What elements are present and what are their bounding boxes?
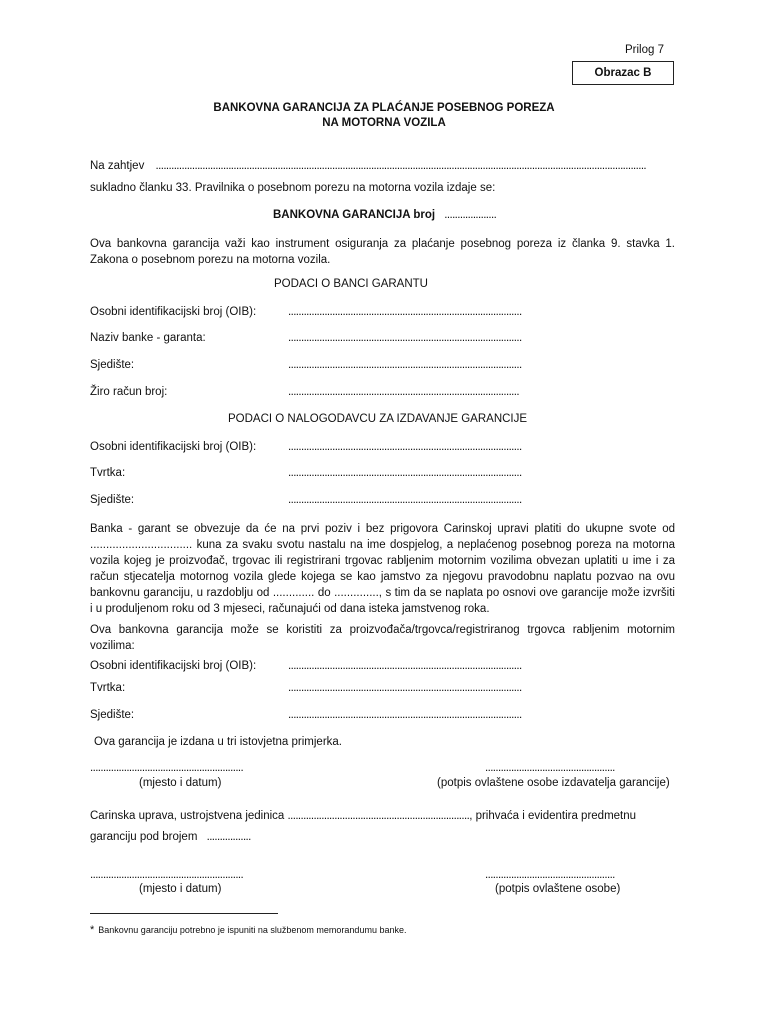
bank-section-heading: PODACI O BANCI GARANTU bbox=[274, 278, 428, 290]
sukladno-text: sukladno članku 33. Pravilnika o posebnom porezu na motorna vozila izdaje se: bbox=[90, 182, 496, 194]
bank-account-field: ......................................................................................... bbox=[288, 386, 519, 398]
document-title-line2: NA MOTORNA VOZILA bbox=[322, 117, 446, 129]
usage-oib-label: Osobni identifikacijski broj (OIB): bbox=[90, 660, 257, 672]
purpose-paragraph: Ova bankovna garancija važi kao instrument osiguranja za plaćanje posebnog poreza iz članka 9. stavka 1. Zakona o posebnom porezu na motorna vozila. bbox=[90, 238, 675, 266]
bank-oib-field: .......................................................................................... bbox=[288, 306, 522, 318]
signature2-signature-label: (potpis ovlaštene osobe) bbox=[495, 883, 621, 895]
usage-company-label: Tvrtka: bbox=[90, 682, 126, 694]
footnote-separator bbox=[90, 913, 278, 914]
bank-seat-field: .......................................................................................... bbox=[288, 359, 522, 371]
garancija-broj-label: BANKOVNA GARANCIJA broj bbox=[273, 209, 436, 221]
principal-section-heading: PODACI O NALOGODAVCU ZA IZDAVANJE GARANCIJE bbox=[228, 413, 528, 425]
usage-seat-label: Sjedište: bbox=[90, 709, 135, 721]
principal-oib-label: Osobni identifikacijski broj (OIB): bbox=[90, 441, 257, 453]
bank-name-label: Naziv banke - garanta: bbox=[90, 332, 206, 344]
customs-label-end: , prihvaća i evidentira predmetnu bbox=[469, 810, 637, 822]
footnote-text: Bankovnu garanciju potrebno je ispuniti na službenom memorandumu banke. bbox=[98, 925, 407, 935]
bank-oib-label: Osobni identifikacijski broj (OIB): bbox=[90, 306, 257, 318]
copies-text: Ova garancija je izdana u tri istovjetna primjerka. bbox=[94, 736, 343, 748]
customs-line bbox=[90, 810, 636, 822]
bank-name-field: .......................................................................................... bbox=[288, 332, 522, 344]
signature1-place-date-label: (mjesto i datum) bbox=[139, 777, 222, 789]
bank-seat-label: Sjedište: bbox=[90, 359, 135, 371]
customs-label: Carinska uprava, ustrojstvena jedinica bbox=[90, 810, 285, 822]
bank-account-label: Žiro račun broj: bbox=[90, 386, 168, 398]
garancija-broj-line bbox=[273, 209, 496, 221]
footnote bbox=[90, 924, 406, 936]
signature1-signature-label: (potpis ovlaštene osobe izdavatelja garancije) bbox=[437, 777, 670, 789]
customs-number-field: ................. bbox=[206, 831, 251, 843]
usage-seat-field: .......................................................................................... bbox=[288, 709, 522, 721]
obrazac-box bbox=[572, 61, 674, 85]
signature1-signature-field: .................................................. bbox=[485, 762, 615, 774]
usage-company-field: .......................................................................................... bbox=[288, 682, 522, 694]
na-zahtjev-label: Na zahtjev bbox=[90, 160, 145, 172]
principal-company-label: Tvrtka: bbox=[90, 467, 126, 479]
footnote-star: * bbox=[90, 924, 95, 936]
customs-number-line bbox=[90, 831, 251, 843]
document-title-line1: BANKOVNA GARANCIJA ZA PLAĆANJE POSEBNOG POREZA bbox=[213, 102, 555, 114]
usage-paragraph: Ova bankovna garancija može se koristiti za proizvođača/trgovca/registriranog trgovca rabljenim motornim vozilima: bbox=[90, 624, 675, 652]
signature2-place-date-label: (mjesto i datum) bbox=[139, 883, 222, 895]
signature2-signature-field: .................................................. bbox=[485, 869, 615, 881]
garancija-broj-field: .................... bbox=[444, 209, 497, 221]
na-zahtjev-line bbox=[90, 160, 646, 172]
signature1-place-date-field: ........................................................... bbox=[90, 762, 244, 774]
customs-number-label: garanciju pod brojem bbox=[90, 831, 198, 843]
obrazac-label: Obrazac B bbox=[594, 67, 652, 79]
usage-oib-field: .......................................................................................... bbox=[288, 660, 522, 672]
customs-unit-field: ...................................................................... bbox=[287, 810, 470, 822]
obligation-paragraph: Banka - garant se obvezuje da će na prvi poziv i bez prigovora Carinskoj upravi platiti do ukupne svote od ................................ kuna za svaku svotu nastalu na ime dospjelog, a neplaćenog posebnog poreza na motorna vozila kojeg je proizvođač, trgovac ili registrirani trgovac rabljenim motornim vozilima obvezan uplatiti u ime i za račun stjecatelja motornog vozila glede kojega se kao jamstvo za njegovu pravodobnu naplatu pozvao na ovu bankovnu garanciju, u razdoblju od ............. do .............., s tim da se naplata po osnovi ove garancije može izvršiti i u produljenom roku od 3 mjeseci, računajući od dana isteka jamstvenog roka. bbox=[90, 523, 675, 615]
na-zahtjev-field: ............................................................................................................................................................................................. bbox=[155, 160, 647, 172]
principal-seat-label: Sjedište: bbox=[90, 494, 135, 506]
principal-company-field: .......................................................................................... bbox=[288, 467, 522, 479]
principal-oib-field: .......................................................................................... bbox=[288, 441, 522, 453]
signature2-place-date-field: ........................................................... bbox=[90, 869, 244, 881]
prilog-label: Prilog 7 bbox=[625, 44, 664, 56]
principal-seat-field: .......................................................................................... bbox=[288, 494, 522, 506]
